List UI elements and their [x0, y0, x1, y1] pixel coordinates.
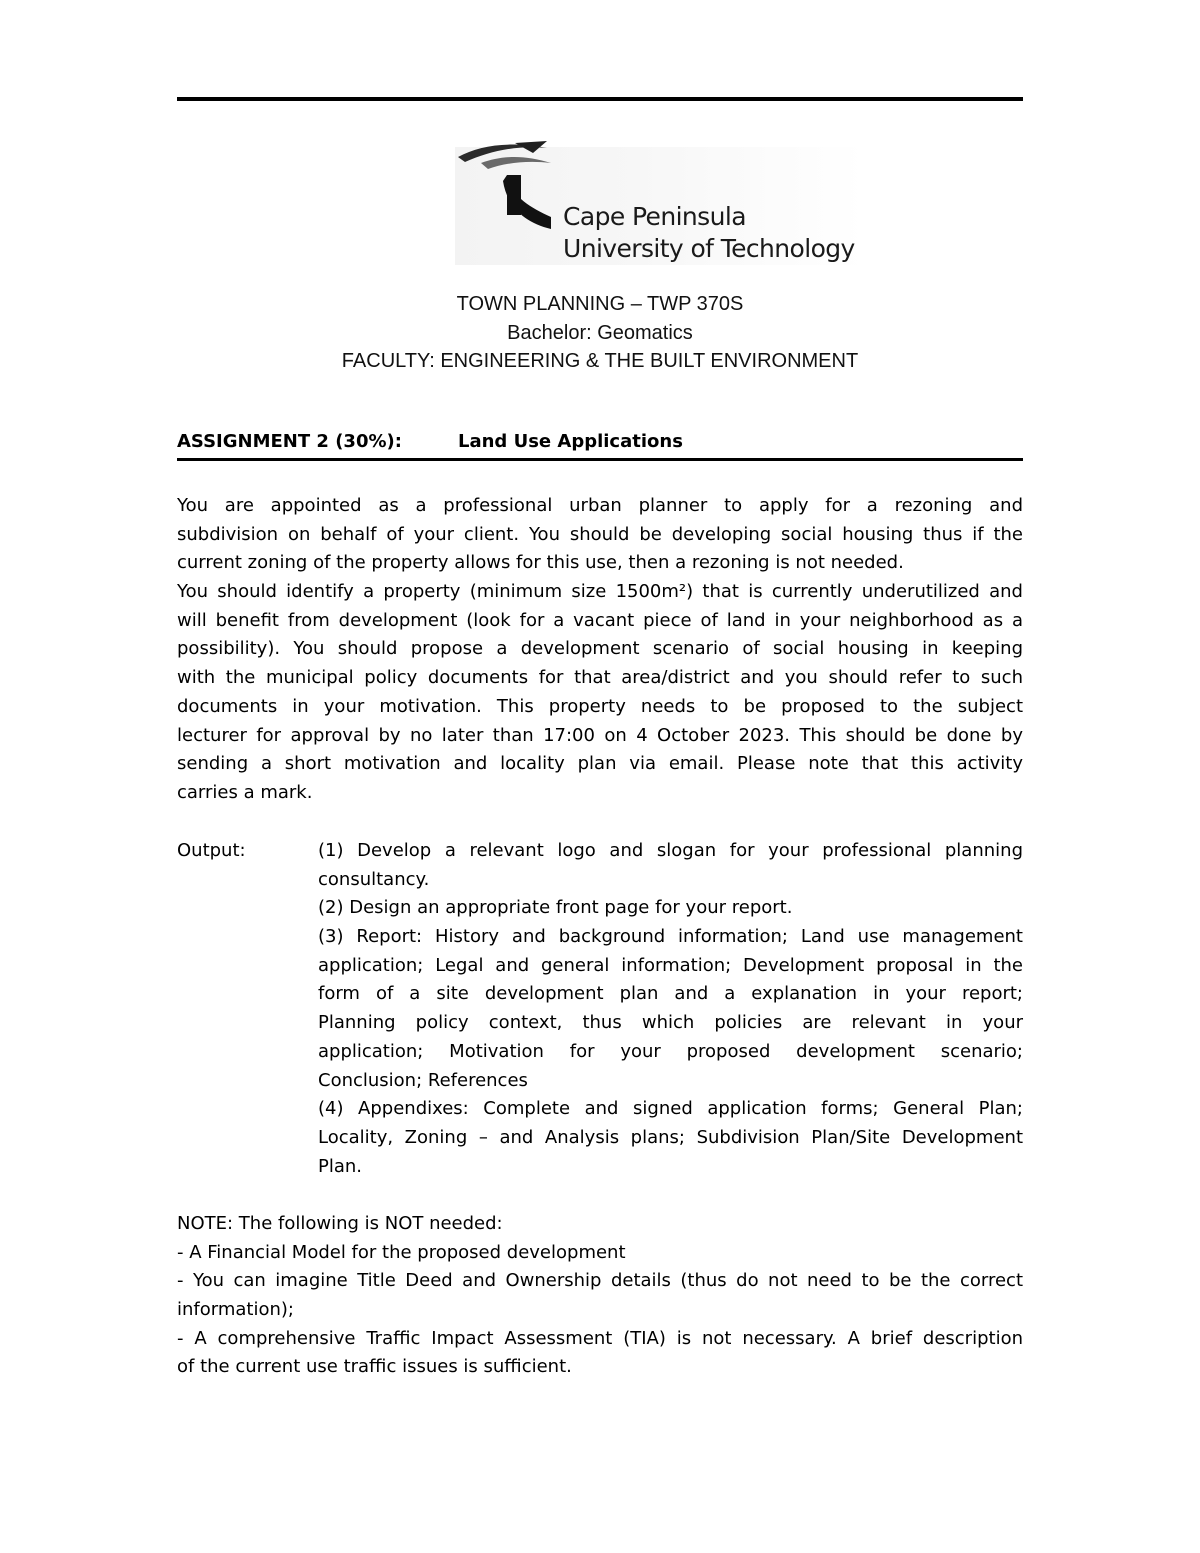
output-line: (4) Appendixes: Complete and signed application forms; General Plan;	[318, 1098, 1023, 1120]
output-line: (1) Develop a relevant logo and slogan for your professional planning	[318, 840, 1023, 861]
logo-text	[563, 201, 855, 265]
logo-line-2: University of Technology	[563, 234, 855, 263]
note-line: - You can imagine Title Deed and Ownership details (thus do not need to be the correct	[177, 1270, 1023, 1292]
output-line: application; Legal and general information; Development proposal in the	[318, 954, 1023, 976]
output-line: (3) Report: History and background information; Land use management	[318, 926, 1023, 948]
assignment-topic: Land Use Applications	[458, 431, 683, 452]
intro-line: You should identify a property (minimum size 1500m²) that is currently underutilized and	[177, 581, 1023, 603]
intro-line: documents in your motivation. This property needs to be proposed to the subject	[177, 695, 1023, 717]
top-rule	[177, 97, 1023, 101]
logo-line-1: Cape Peninsula	[563, 202, 746, 231]
intro-line: carries a mark.	[177, 781, 313, 803]
output-line: consultancy.	[318, 868, 430, 890]
faculty-name: FACULTY: ENGINEERING & THE BUILT ENVIRONMENT	[341, 350, 859, 372]
output-line: application; Motivation for your proposed development scenario;	[318, 1040, 1023, 1062]
logo-mark-icon	[455, 135, 575, 235]
assignment-heading	[177, 431, 683, 452]
output-line: Locality, Zoning – and Analysis plans; Subdivision Plan/Site Development	[318, 1126, 1023, 1148]
course-title: TOWN PLANNING – TWP 370S	[456, 293, 744, 315]
output-line: (2) Design an appropriate front page for your report.	[318, 897, 793, 919]
intro-line: sending a short motivation and locality plan via email. Please note that this activity	[177, 753, 1023, 775]
note-heading: NOTE: The following is NOT needed:	[177, 1213, 503, 1234]
intro-line: possibility). You should propose a development scenario of social housing in keeping	[177, 638, 1023, 660]
note-line: - A comprehensive Traffic Impact Assessment (TIA) is not necessary. A brief description	[177, 1327, 1023, 1349]
output-list	[318, 837, 1023, 1181]
output-label: Output:	[177, 840, 246, 861]
note-line: information);	[177, 1299, 294, 1321]
intro-paragraph	[177, 492, 1023, 808]
note-section	[177, 1210, 1023, 1382]
intro-line: with the municipal policy documents for that area/district and you should refer to such	[177, 667, 1023, 689]
programme-name: Bachelor: Geomatics	[507, 321, 693, 344]
output-line: Conclusion; References	[318, 1069, 528, 1091]
output-line: Plan.	[318, 1155, 363, 1177]
note-line: - A Financial Model for the proposed development	[177, 1241, 626, 1263]
intro-line: will benefit from development (look for a vacant piece of land in your neighborhood as a	[177, 609, 1023, 631]
heading-rule	[177, 458, 1023, 461]
output-line: Planning policy context, thus which policies are relevant in your	[318, 1012, 1023, 1034]
output-line: form of a site development plan and a explanation in your report;	[318, 983, 1023, 1005]
assignment-label: ASSIGNMENT 2 (30%):	[177, 431, 402, 452]
intro-line: subdivision on behalf of your client. You should be developing social housing thus if the	[177, 523, 1023, 545]
intro-line: You are appointed as a professional urban planner to apply for a rezoning and	[177, 495, 1023, 516]
note-line: of the current use traffic issues is sufficient.	[177, 1356, 572, 1378]
intro-line: current zoning of the property allows for this use, then a rezoning is not needed.	[177, 552, 904, 574]
course-header	[177, 290, 1023, 376]
intro-line: lecturer for approval by no later than 17:00 on 4 October 2023. This should be done by	[177, 724, 1023, 746]
university-logo	[455, 135, 865, 270]
